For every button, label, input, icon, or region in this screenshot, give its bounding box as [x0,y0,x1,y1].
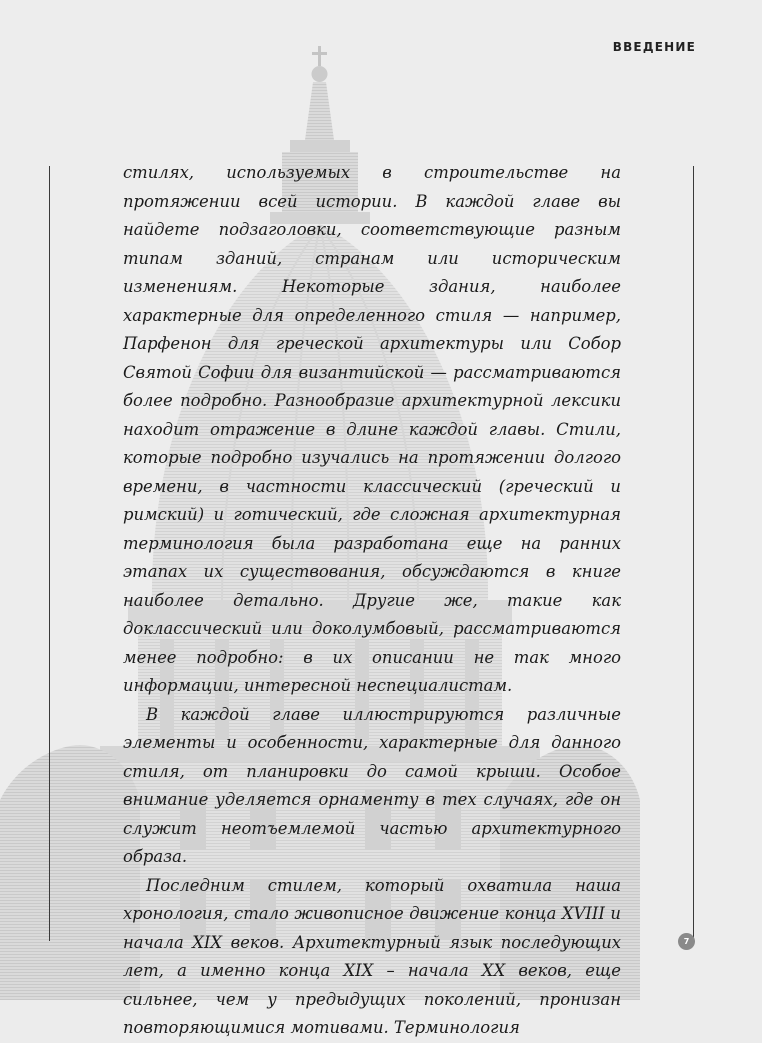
running-header: ВВЕДЕНИЕ [612,40,696,54]
body-text [123,159,621,1043]
right-margin-rule [693,166,694,941]
left-margin-rule [49,166,50,941]
page-number-badge: 7 [678,933,695,950]
paragraph: Последним стилем, который охватила наша хронология, стало живописное движение конца XVIII и начала XIX веков. Архитектурный язык последующих лет, а именно конца XIX – начала XX веков, еще сильнее, чем у предыдущих поколений, пронизан повторяющимися мотивами. Терминология [123,875,621,1037]
paragraph: стилях, используемых в строительстве на протяжении всей истории. В каждой главе вы найдете подзаголовки, соответствующие разным типам зданий, странам или историческим изменениям. Некоторые здания, наиболее характерные для определенного стиля — например, Парфенон для греческой архитектуры или Собор Святой Софии для византийской — рассматриваются более подробно. Разнообразие архитектурной лексики находит отражение в длине каждой главы. Стили, которые подробно изучались на протяжении долгого времени, в частности классический (греческий и римский) и готический, где сложная архитектурная терминология была разработана еще на ранних этапах их существования, обсуждаются в книге наиболее детально. Другие же, такие как доклассический или доколумбовый, рассматриваются менее подробно: в их описании не так много информации, интересной неспециалистам. [123,163,621,695]
paragraph: В каждой главе иллюстрируются различные элементы и особенности, характерные для данного стиля, от планировки до самой крыши. Особое внимание уделяется орнаменту в тех случаях, где он служит неотъемлемой частью архитектурного образа. [123,704,621,866]
